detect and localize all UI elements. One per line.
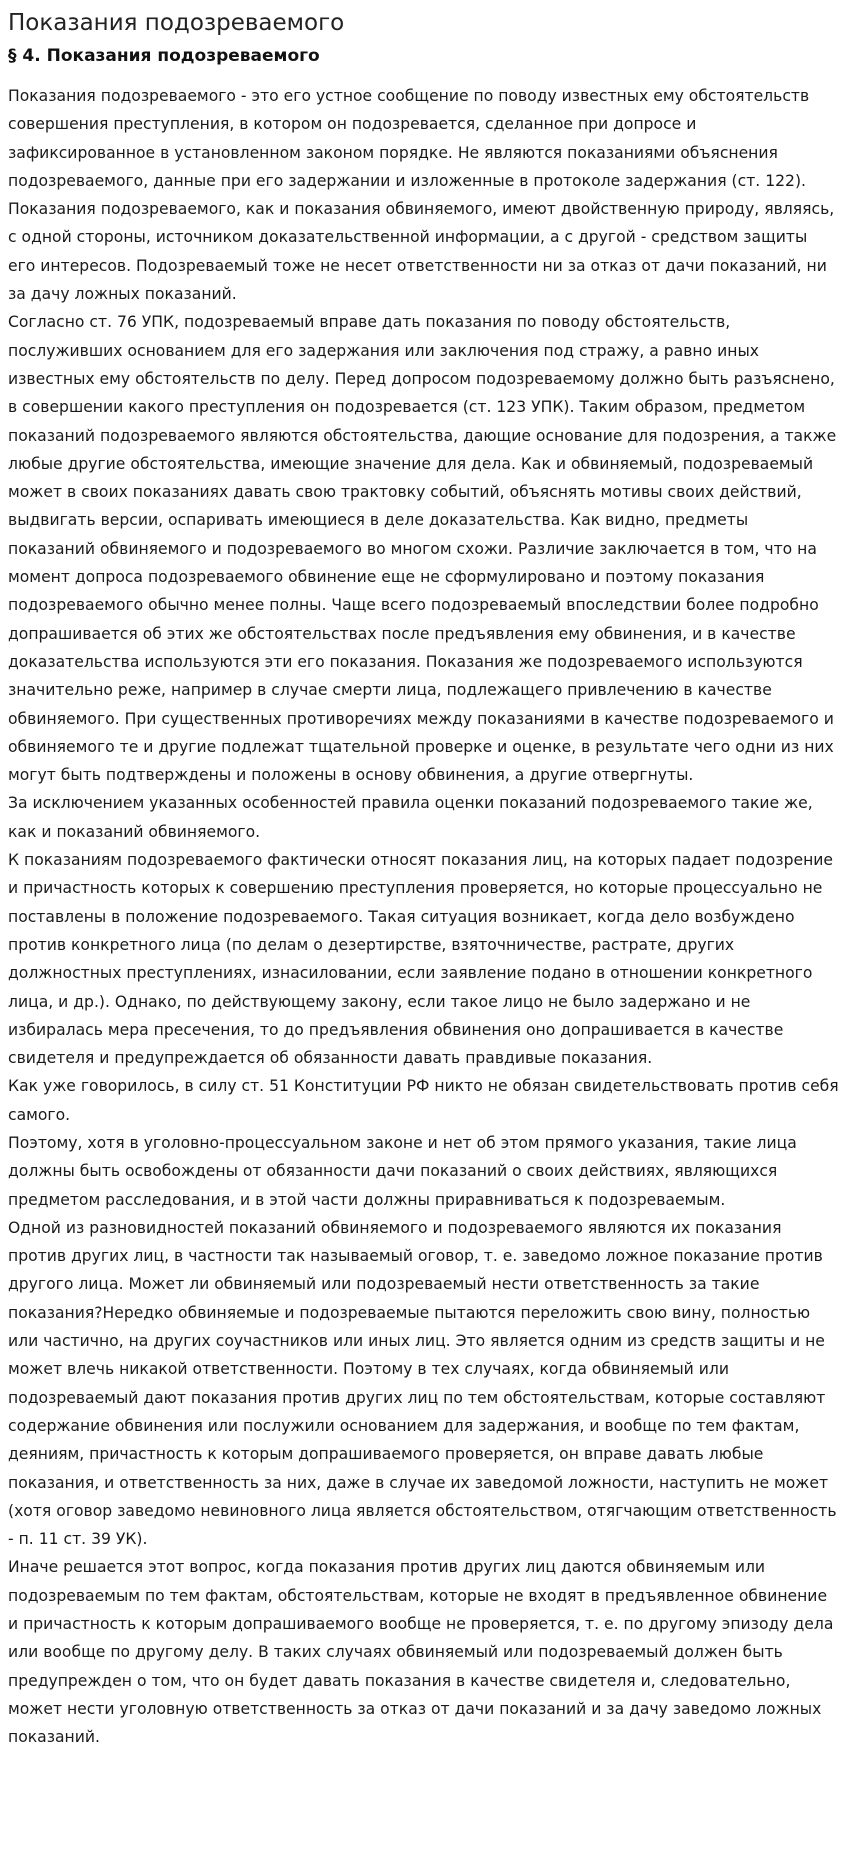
paragraph-8: Одной из разновидностей показаний обвиняемого и подозреваемого являются их показания против других лиц, в частности так называемый оговор, т. е. заведомо ложное показание против другого лица. Может ли обвиняемый или подозреваемый нести ответственность за такие показания?Нередко обвиняемые и подозреваемые пытаются переложить свою вину, полностью или частично, на других соучастников или иных лиц. Это является одним из средств защиты и не может влечь никакой ответственности. Поэтому в тех случаях, когда обвиняемый или подозреваемый дают показания против других лиц по тем обстоятельствам, которые составляют содержание обвинения или послужили основанием для задержания, и вообще по тем фактам, деяниям, причастность к которым допрашиваемого проверяется, он вправе давать любые показания, и ответственность за них, даже в случае их заведомой ложности, наступить не может (хотя оговор заведомо невиновного лица является обстоятельством, отягчающим ответственность - п. 11 ст. 39 УК). [8,1218,837,1549]
paragraph-4: За исключением указанных особенностей правила оценки показаний подозреваемого такие же, как и показаний обвиняемого. [8,794,813,841]
paragraph-9: Иначе решается этот вопрос, когда показания против других лиц даются обвиняемым или подозреваемым по тем фактам, обстоятельствам, которые не входят в предъявленное обвинение и причастность к которым допрашиваемого вообще не проверяется, т. е. по другому эпизоду дела или вообще по другому делу. В таких случаях обвиняемый или подозреваемый должен быть предупрежден о том, что он будет давать показания в качестве свидетеля и, следовательно, может нести уголовную ответственность за отказ от дачи показаний и за дачу заведомо ложных показаний. [8,1558,834,1747]
paragraph-7: Поэтому, хотя в уголовно-процессуальном законе и нет об этом прямого указания, такие лица должны быть освобождены от обязанности дачи показаний о своих действиях, являющихся предметом расследования, и в этой части должны приравниваться к подозреваемым. [8,1133,797,1209]
article-body [8,82,839,1752]
paragraph-5: К показаниям подозреваемого фактически относят показания лиц, на которых падает подозрение и причастность которых к совершению преступления проверяется, но которые процессуально не поставлены в положение подозреваемого. Такая ситуация возникает, когда дело возбуждено против конкретного лица (по делам о дезертирстве, взяточничестве, растрате, других должностных преступлениях, изнасиловании, если заявление подано в отношении конкретного лица, и др.). Однако, по действующему закону, если такое лицо не было задержано и не избиралась мера пресечения, то до предъявления обвинения оно допрашивается в качестве свидетеля и предупреждается об обязанности давать правдивые показания. [8,851,833,1068]
paragraph-1: Показания подозреваемого - это его устное сообщение по поводу известных ему обстоятельств совершения преступления, в котором он подозревается, сделанное при допросе и зафиксированное в установленном законом порядке. Не являются показаниями объяснения подозреваемого, данные при его задержании и изложенные в протоколе задержания (ст. 122). [8,87,810,190]
section-title: § 4. Показания подозреваемого [8,46,320,66]
paragraph-6: Как уже говорилось, в силу ст. 51 Конституции РФ никто не обязан свидетельствовать против себя самого. [8,1077,839,1124]
paragraph-2: Показания подозреваемого, как и показания обвиняемого, имеют двойственную природу, являясь, с одной стороны, источником доказательственной информации, а с другой - средством защиты его интересов. Подозреваемый тоже не несет ответственности ни за отказ от дачи показаний, ни за дачу ложных показаний. [8,200,835,304]
page-title: Показания подозреваемого [8,10,345,36]
paragraph-3: Согласно ст. 76 УПК, подозреваемый вправе дать показания по поводу обстоятельств, послуживших основанием для его задержания или заключения под стражу, а равно иных известных ему обстоятельств по делу. Перед допросом подозреваемому должно быть разъяснено, в совершении какого преступления он подозревается (ст. 123 УПК). Таким образом, предметом показаний подозреваемого являются обстоятельства, дающие основание для подозрения, а также любые другие обстоятельства, имеющие значение для дела. Как и обвиняемый, подозреваемый может в своих показаниях давать свою трактовку событий, объяснять мотивы своих действий, выдвигать версии, оспаривать имеющиеся в деле доказательства. Как видно, предметы показаний обвиняемого и подозреваемого во многом схожи. Различие заключается в том, что на момент допроса подозреваемого обвинение еще не сформулировано и поэтому показания подозреваемого обычно менее полны. Чаще всего подозреваемый впоследствии более подробно допрашивается об этих же обстоятельствах после предъявления ему обвинения, и в качестве доказательства используются эти его показания. Показания же подозреваемого используются значительно реже, например в случае смерти лица, подлежащего привлечению в качестве обвиняемого. При существенных противоречиях между показаниями в качестве подозреваемого и обвиняемого те и другие подлежат тщательной проверке и оценке, в результате чего одни из них могут быть подтверждены и положены в основу обвинения, а другие отвергнуты. [8,313,837,785]
